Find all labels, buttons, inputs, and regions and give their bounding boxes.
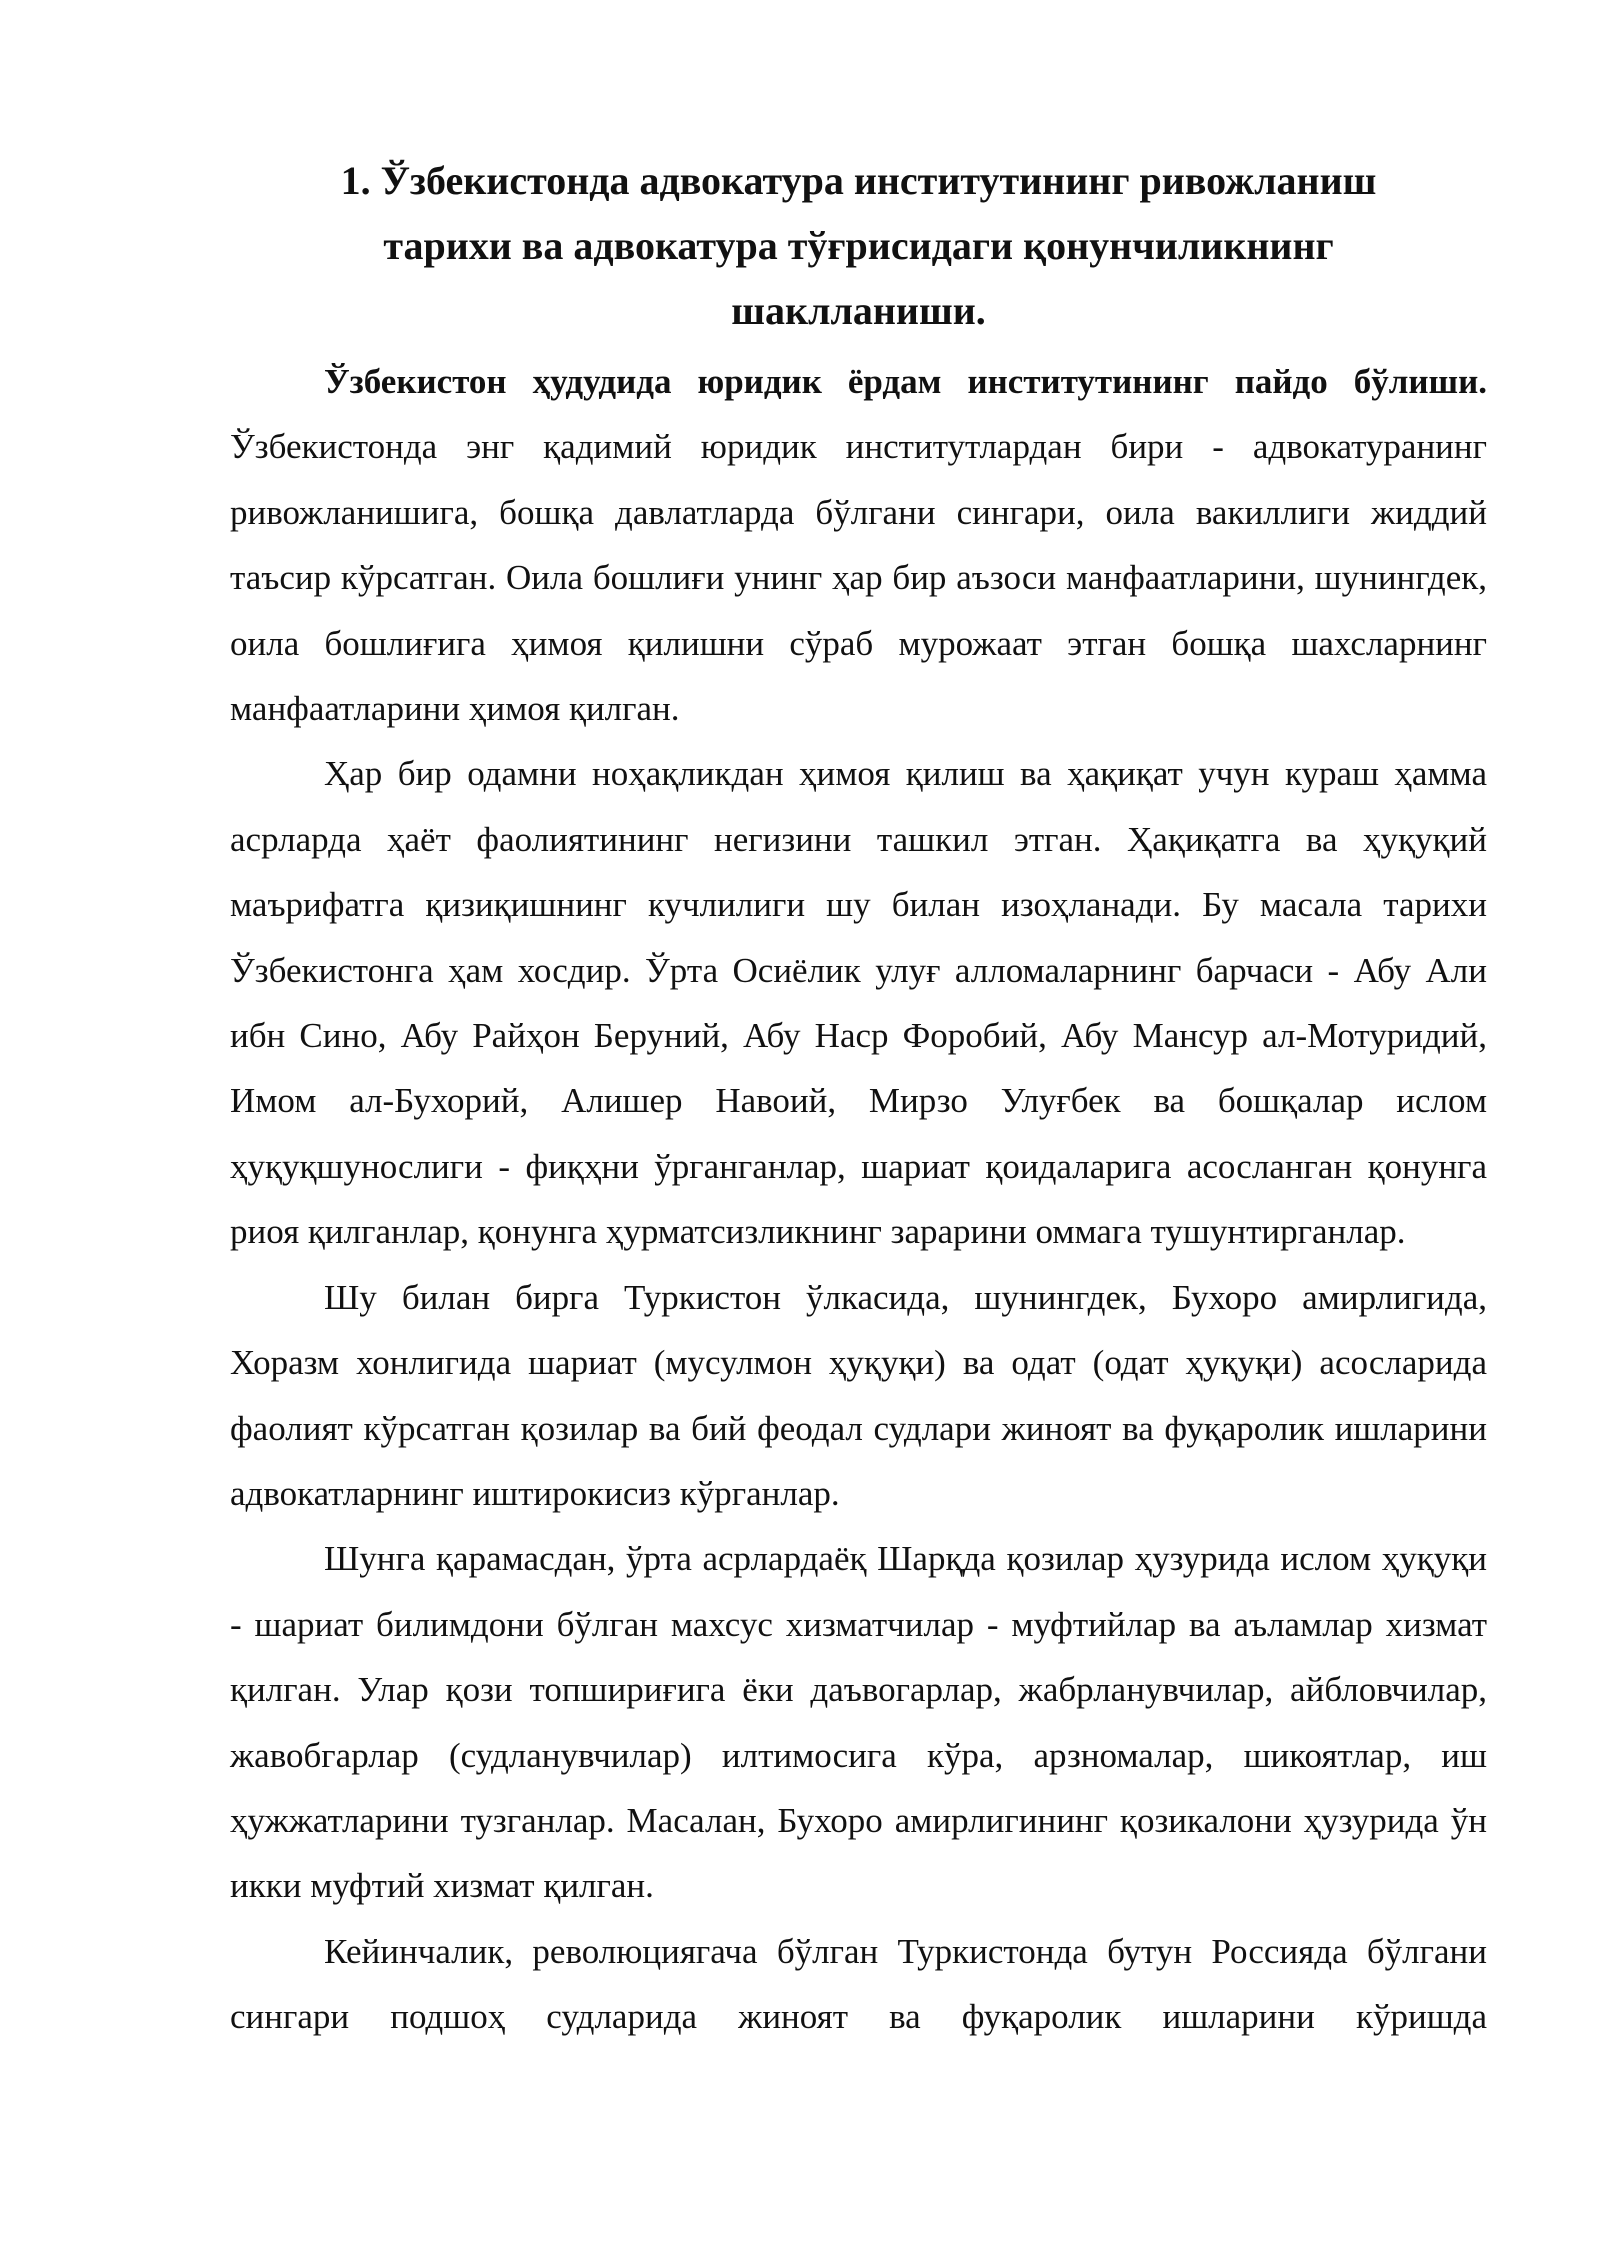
paragraph-1 xyxy=(230,349,1487,741)
paragraph-4: Шунга қарамасдан, ўрта асрлардаёқ Шарқда қозилар ҳузурида ислом ҳуқуқи - шариат билимдони бўлган махсус хизматчилар - муфтийлар ва аъламлар хизмат қилган. Улар қози топшириғига ёки даъвогарлар, жабрланувчилар, айбловчилар, жавобгарлар (судланувчилар) илтимосига кўра, арзномалар, шикоятлар, иш ҳужжатларини тузганлар. Масалан, Бухоро амирлигининг қозикалони ҳузурида ўн икки муфтий хизмат қилган. xyxy=(230,1539,1487,1906)
section-body xyxy=(230,349,1487,2050)
document-title xyxy=(230,148,1487,343)
title-line-2: тарихи ва адвокатура тўғрисидаги қонунчиликнинг xyxy=(383,223,1334,268)
section-subheading: Ўзбекистон ҳудудида юридик ёрдам институтининг пайдо бўлиши. xyxy=(324,362,1487,401)
paragraph-5: Кейинчалик, революциягача бўлган Туркистонда бутун Россияда бўлгани сингари подшоҳ судларида жиноят ва фуқаролик ишларини кўришда xyxy=(230,1931,1487,2037)
paragraph-2: Ҳар бир одамни ноҳақликдан ҳимоя қилиш ва ҳақиқат учун кураш ҳамма асрларда ҳаёт фаолиятининг негизини ташкил этган. Ҳақиқатга ва ҳуқуқий маърифатга қизиқишнинг кучлилиги шу билан изоҳланади. Бу масала тарихи Ўзбекистонга ҳам хосдир. Ўрта Осиёлик улуғ алломаларнинг барчаси - Абу Али ибн Сино, Абу Райҳон Беруний, Абу Наср Форобий, Абу Мансур ал-Мотуридий, Имом ал-Бухорий, Алишер Навоий, Мирзо Улуғбек ва бошқалар ислом ҳуқуқшунослиги - фиқҳни ўрганганлар, шариат қоидаларига асосланган қонунга риоя қилганлар, қонунга ҳурматсизликнинг зарарини оммага тушунтирганлар. xyxy=(230,754,1487,1252)
title-line-3: шаклланиши. xyxy=(731,288,986,333)
title-line-1: 1. Ўзбекистонда адвокатура институтининг ривожланиш xyxy=(340,158,1377,203)
paragraph-1-text: Ўзбекистонда энг қадимий юридик институтлардан бири - адвокатуранинг ривожланишига, бошқа давлатларда бўлгани сингари, оила вакиллиги жиддий таъсир кўрсатган. Оила бошлиғи унинг ҳар бир аъзоси манфаатларини, шунингдек, оила бошлиғига ҳимоя қилишни сўраб мурожаат этган бошқа шахсларнинг манфаатларини ҳимоя қилган. xyxy=(230,427,1487,729)
paragraph-3: Шу билан бирга Туркистон ўлкасида, шунингдек, Бухоро амирлигида, Хоразм хонлигида шариат (мусулмон ҳуқуқи) ва одат (одат ҳуқуқи) асосларида фаолият кўрсатган қозилар ва бий феодал судлари жиноят ва фуқаролик ишларини адвокатларнинг иштирокисиз кўрганлар. xyxy=(230,1277,1487,1513)
document-page xyxy=(230,0,1487,2050)
